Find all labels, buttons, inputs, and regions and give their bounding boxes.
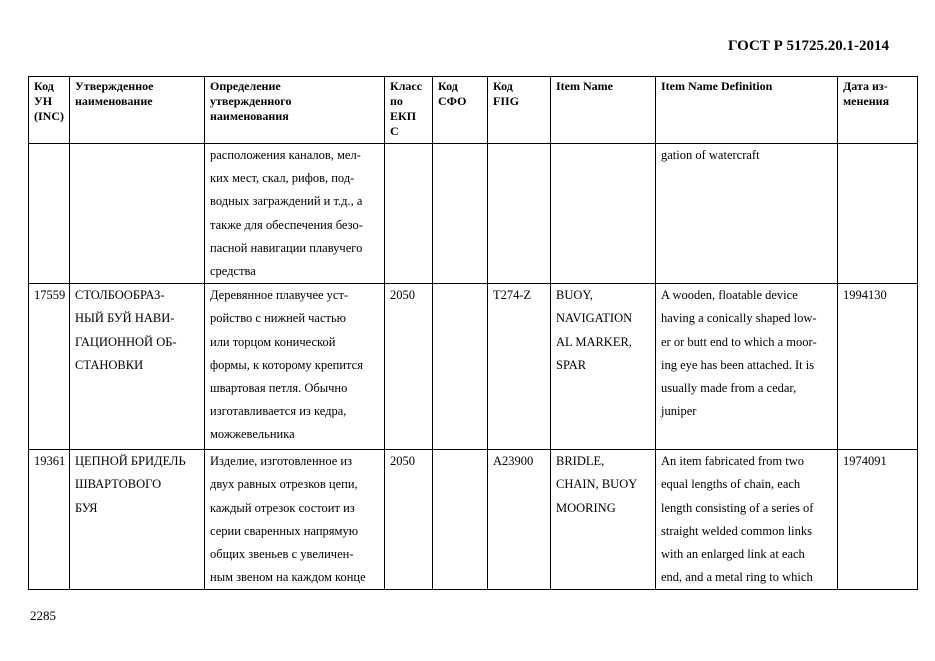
header-line: С	[390, 124, 399, 138]
header-line: утвержденного	[210, 94, 292, 108]
cell-line: СТОЛБООБРАЗ-	[75, 288, 165, 303]
cell-text: 17559	[34, 288, 66, 303]
cell-line: БУЯ	[75, 500, 98, 515]
cell-sfo	[433, 144, 488, 284]
cell-inc	[29, 144, 70, 284]
cell-line: juniper	[661, 404, 697, 419]
cell-line: MOORING	[556, 500, 616, 515]
cell-line: формы, к которому крепится	[210, 357, 363, 372]
cell-item-name	[551, 284, 656, 450]
cell-line: A wooden, floatable device	[661, 288, 798, 303]
header-line: Item Name Definition	[661, 79, 773, 93]
cell-line: length consisting of a series of	[661, 500, 814, 515]
cell-class	[385, 450, 433, 590]
col-header-class	[385, 77, 433, 144]
items-table	[28, 76, 918, 590]
header-line: ЕКП	[390, 109, 417, 123]
cell-text: 1994130	[843, 288, 887, 303]
header-line: УН	[34, 94, 53, 108]
cell-line: SPAR	[556, 357, 587, 372]
header-line: (INC)	[34, 109, 64, 123]
col-header-inc	[29, 77, 70, 144]
cell-line: швартовая петля. Обычно	[210, 381, 348, 396]
cell-line: ГАЦИОННОЙ ОБ-	[75, 334, 177, 349]
cell-item-name	[551, 450, 656, 590]
cell-line: серии сваренных напрямую	[210, 523, 359, 538]
cell-line: BRIDLE,	[556, 454, 605, 469]
header-line: наименование	[75, 94, 153, 108]
cell-line: An item fabricated from two	[661, 454, 805, 469]
col-header-definition	[205, 77, 385, 144]
table-row	[29, 450, 918, 590]
header-line: Утвержденное	[75, 79, 154, 93]
cell-line: er or butt end to which a moor-	[661, 334, 817, 349]
cell-class	[385, 284, 433, 450]
table-header-row	[29, 77, 918, 144]
cell-line: gation of watercraft	[661, 148, 760, 162]
cell-inc	[29, 450, 70, 590]
cell-approved-name	[70, 450, 205, 590]
header-line: Класс	[390, 79, 423, 93]
cell-line: средства	[210, 264, 256, 279]
header-line: Код	[438, 79, 458, 93]
cell-line: водных заграждений и т.д., а	[210, 194, 363, 209]
cell-item-definition	[656, 144, 838, 284]
cell-text: 2050	[390, 288, 415, 303]
col-header-fiig	[488, 77, 551, 144]
cell-line: двух равных отрезков цепи,	[210, 477, 358, 492]
cell-line: изготавливается из кедра,	[210, 404, 347, 419]
cell-line: having a conically shaped low-	[661, 311, 817, 326]
table-row	[29, 144, 918, 284]
cell-line: ЦЕПНОЙ БРИДЕЛЬ	[75, 454, 186, 469]
cell-line: NAVIGATION	[556, 311, 633, 326]
cell-line: ШВАРТОВОГО	[75, 477, 162, 492]
cell-line: или торцом конической	[210, 334, 336, 349]
cell-line: with an enlarged link at each	[661, 547, 805, 562]
cell-fiig	[488, 284, 551, 450]
cell-line: straight welded common links	[661, 523, 813, 538]
cell-line: BUOY,	[556, 288, 593, 303]
cell-line: Изделие, изготовленное из	[210, 454, 353, 469]
cell-line: пасной навигации плавучего	[210, 240, 363, 255]
col-header-date	[838, 77, 918, 144]
document-header: ГОСТ Р 51725.20.1-2014	[727, 38, 889, 54]
cell-fiig	[488, 144, 551, 284]
header-line: Код	[34, 79, 54, 93]
table-body	[29, 144, 918, 590]
header-line: Item Name	[556, 79, 613, 93]
cell-line: ным звеном на каждом конце	[210, 570, 366, 585]
cell-line: СТАНОВКИ	[75, 357, 144, 372]
cell-definition	[205, 144, 385, 284]
cell-line: Деревянное плавучее уст-	[210, 288, 349, 303]
cell-date	[838, 144, 918, 284]
col-header-item-definition	[656, 77, 838, 144]
cell-item-definition	[656, 450, 838, 590]
cell-line: расположения каналов, мел-	[210, 148, 361, 162]
cell-line: каждый отрезок состоит из	[210, 500, 355, 515]
header-line: Определение	[210, 79, 281, 93]
cell-line: usually made from a cedar,	[661, 381, 797, 396]
cell-line: НЫЙ БУЙ НАВИ-	[75, 311, 175, 326]
cell-line: также для обеспечения безо-	[210, 217, 363, 232]
header-line: Дата из-	[843, 79, 888, 93]
cell-line: общих звеньев с увеличен-	[210, 547, 354, 562]
cell-class	[385, 144, 433, 284]
cell-line: ройство с нижней частью	[210, 311, 347, 326]
col-header-sfo	[433, 77, 488, 144]
page-number: 2285	[30, 608, 56, 623]
cell-line: equal lengths of chain, each	[661, 477, 801, 492]
cell-date	[838, 450, 918, 590]
cell-date	[838, 284, 918, 450]
cell-text: T274-Z	[493, 288, 532, 303]
cell-approved-name	[70, 284, 205, 450]
table-row	[29, 284, 918, 450]
cell-line: ких мест, скал, рифов, под-	[210, 171, 355, 186]
cell-fiig	[488, 450, 551, 590]
header-line: FIIG	[493, 94, 520, 108]
cell-text: 2050	[390, 454, 415, 469]
cell-text: A23900	[493, 454, 534, 469]
cell-line: CHAIN, BUOY	[556, 477, 638, 492]
cell-line: можжевельника	[210, 427, 295, 442]
header-line: наименования	[210, 109, 289, 123]
header-line: по	[390, 94, 403, 108]
cell-line: ing eye has been attached. It is	[661, 357, 815, 372]
col-header-name	[70, 77, 205, 144]
cell-sfo	[433, 450, 488, 590]
header-line: Код	[493, 79, 513, 93]
cell-item-name	[551, 144, 656, 284]
cell-approved-name	[70, 144, 205, 284]
header-line: менения	[843, 94, 890, 108]
cell-text: 1974091	[843, 454, 887, 469]
cell-text: 19361	[34, 454, 66, 469]
col-header-item-name	[551, 77, 656, 144]
cell-definition	[205, 450, 385, 590]
cell-item-definition	[656, 284, 838, 450]
cell-inc	[29, 284, 70, 450]
cell-definition	[205, 284, 385, 450]
header-line: СФО	[438, 94, 467, 108]
cell-line: end, and a metal ring to which	[661, 570, 813, 585]
cell-line: AL MARKER,	[556, 334, 632, 349]
cell-sfo	[433, 284, 488, 450]
